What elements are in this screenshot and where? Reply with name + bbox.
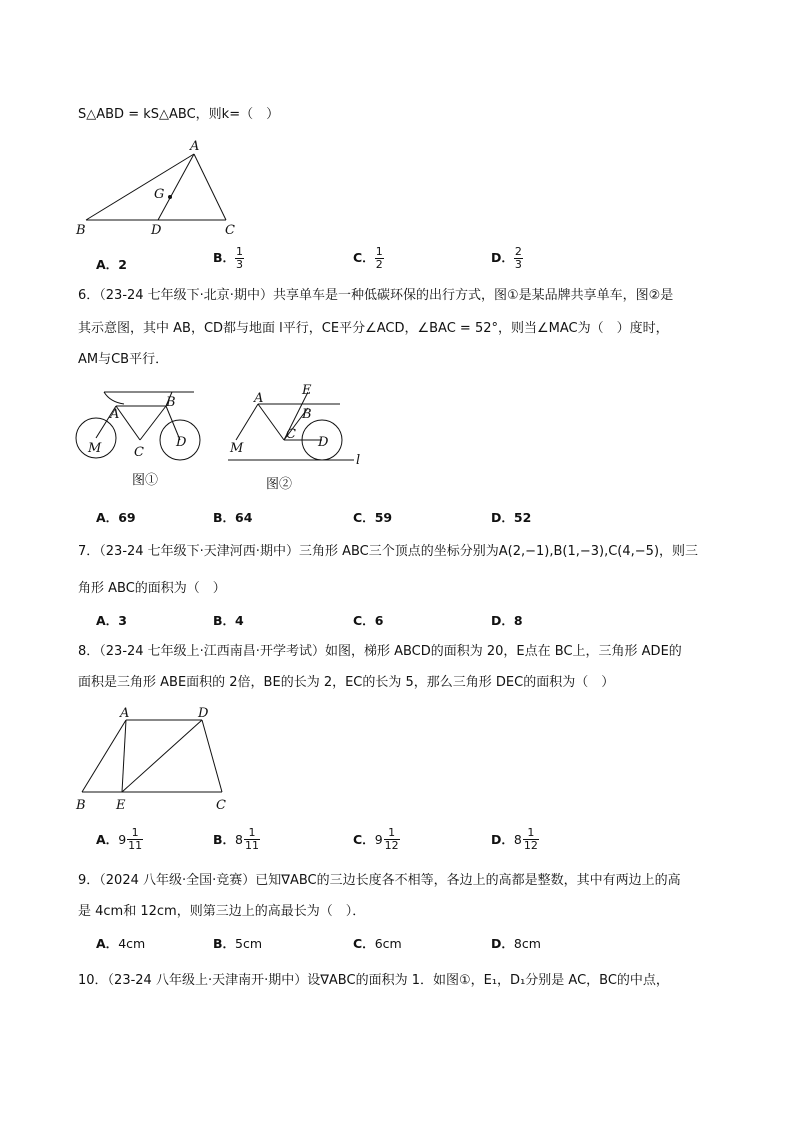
label-b: B (76, 223, 86, 238)
q9-line2: 是 4cm和 12cm，则第三边上的高最长为（ ）． (78, 904, 366, 919)
q9-option-d[interactable]: D．8cm (491, 936, 541, 951)
fig2-label-a: A (254, 391, 264, 406)
q5-formula: S△ABD = kS△ABC，则k=（ ） (78, 107, 280, 122)
label-d: D (151, 223, 162, 238)
fig2-label-c: C (286, 427, 296, 442)
q8-label-b: B (76, 798, 86, 813)
fig2-label-d: D (318, 435, 329, 450)
q10-line1: 10．（23-24 八年级上·天津南开·期中）设∇ABC的面积为 1．如图①，E₁，D₁分别是 AC，BC的中点， (78, 973, 669, 988)
q8-option-b[interactable]: B． 8 $\frac{1}{11}$ (213, 826, 259, 852)
q6-option-d[interactable]: D．52 (491, 510, 532, 525)
q8-label-d: D (198, 706, 209, 721)
q6-option-a[interactable]: A．69 (96, 510, 136, 525)
q9-option-a[interactable]: A．4cm (96, 936, 146, 951)
q6-line3: AM与CB平行． (78, 352, 169, 367)
q8-option-c[interactable]: C． 9 $\frac{1}{12}$ (353, 826, 399, 852)
q6-line1: 6．（23-24 七年级下·北京·期中）共享单车是一种低碳环保的出行方式，图①是某品牌共享单车，图②是 (78, 288, 674, 303)
bike-figure-1 (74, 384, 206, 492)
label-a: A (190, 139, 200, 154)
q7-option-b[interactable]: B．4 (213, 613, 244, 628)
bike-figure-2 (222, 378, 368, 496)
q8-label-e: E (116, 798, 126, 813)
label-c: C (225, 223, 235, 238)
fig2-label-b: B (302, 407, 312, 422)
q6-line2: 其示意图，其中 AB，CD都与地面 l平行，CE平分∠ACD，∠BAC = 52°，则当∠MAC为（ ）度时， (78, 321, 669, 336)
q7-option-a[interactable]: A．3 (96, 613, 127, 628)
q7-line2: 角形 ABC的面积为（ ） (78, 581, 226, 596)
q5-option-b[interactable]: B． $\frac{1}{3}$ (213, 245, 244, 271)
q7-option-c[interactable]: C．6 (353, 613, 384, 628)
q5-option-c[interactable]: C． $\frac{1}{2}$ (353, 245, 383, 271)
q8-option-d[interactable]: D． 8 $\frac{1}{12}$ (491, 826, 538, 852)
q6-option-b[interactable]: B．64 (213, 510, 253, 525)
q9-option-b[interactable]: B．5cm (213, 936, 263, 951)
q8-option-a[interactable]: A． 9 $\frac{1}{11}$ (96, 826, 143, 852)
q8-line2: 面积是三角形 ABE面积的 2倍，BE的长为 2，EC的长为 5，那么三角形 DEC的面积为（ ） (78, 675, 615, 690)
fig1-caption: 图① (132, 473, 159, 488)
fig2-label-e: E (302, 383, 312, 398)
fig1-label-c: C (134, 445, 144, 460)
q8-trapezoid-figure (72, 702, 236, 814)
q7-line1: 7．（23-24 七年级下·天津河西·期中）三角形 ABC三个顶点的坐标分别为A(2,−1),B(1,−3),C(4,−5)，则三 (78, 544, 699, 559)
fig2-label-l: l (356, 453, 361, 468)
fig1-label-m: M (88, 441, 102, 456)
q5-option-d[interactable]: D． $\frac{2}{3}$ (491, 245, 522, 271)
q8-line1: 8．（23-24 七年级上·江西南昌·开学考试）如图，梯形 ABCD的面积为 20，E点在 BC上，三角形 ADE的 (78, 644, 682, 659)
label-g: G (154, 187, 165, 202)
q9-option-c[interactable]: C．6cm (353, 936, 402, 951)
q7-option-d[interactable]: D．8 (491, 613, 523, 628)
fig1-label-d: D (176, 435, 187, 450)
fig1-label-a: A (110, 407, 120, 422)
fig2-caption: 图② (266, 477, 293, 492)
fig2-label-m: M (230, 441, 244, 456)
q5-option-a[interactable]: A．2 (96, 257, 127, 272)
q8-label-c: C (216, 798, 226, 813)
q6-option-c[interactable]: C．59 (353, 510, 393, 525)
q8-label-a: A (120, 706, 130, 721)
q9-line1: 9．（2024 八年级·全国·竞赛）已知∇ABC的三边长度各不相等，各边上的高都是整数，其中有两边上的高 (78, 873, 681, 888)
q5-triangle-figure (70, 134, 250, 238)
fig1-label-b: B (166, 395, 176, 410)
